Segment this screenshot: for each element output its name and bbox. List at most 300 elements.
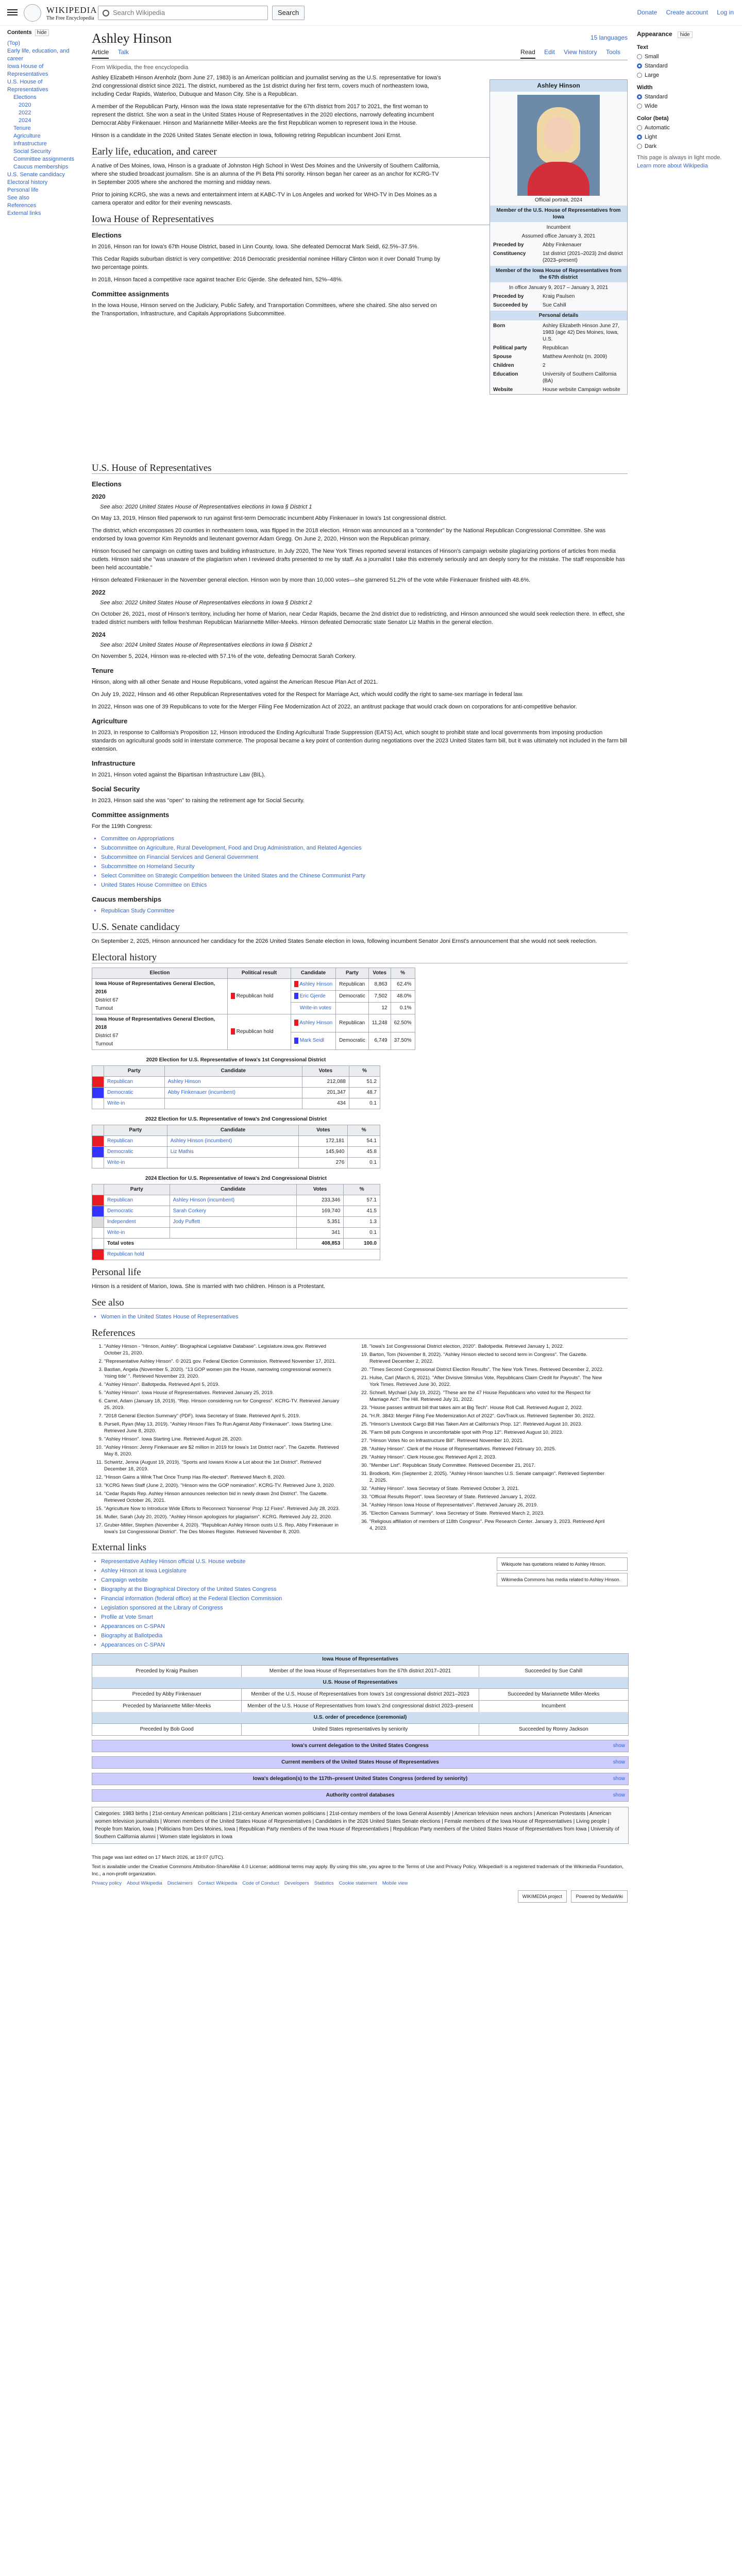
candidate-name[interactable]: Eric Gjerde (299, 993, 326, 999)
commons-box[interactable]: Wikimedia Commons has media related to Ashley Hinson. (497, 1573, 628, 1586)
candidate-name[interactable]: Mark Seidl (299, 1038, 325, 1044)
iowa-committees-para: In the Iowa House, Hinson served on the Judiciary, Public Safety, and Transportation Committees, where she chaired. She also served on the Transportation, Infrastructure, and Capitals Appropriations Subcommittee. (92, 302, 437, 317)
infobox-value: 2 (543, 363, 546, 368)
reference-item: 18. "Iowa's 1st Congressional District election, 2020". Ballotpedia. Retrieved January 1, 2022. (369, 1343, 607, 1350)
license-text: Text is available under the Creative Commons Attribution-ShareAlike 4.0 License; additional terms may apply. By using this site, you agree to the Terms of Use and Privacy Policy. Wikipedia® is a registered trademark of the Wikimedia Foundation, Inc., a non-profit organization. (92, 1864, 623, 1877)
wikimedia-badge[interactable]: WIKIMEDIA project (518, 1890, 567, 1903)
party-name[interactable]: Republican (104, 1195, 170, 1206)
option-label: Small (645, 54, 659, 60)
external-link[interactable]: • Financial information (federal office) at the Federal Election Commission (101, 1595, 628, 1603)
heading-committee-assignments: Committee assignments (92, 811, 170, 819)
radio-icon[interactable] (637, 73, 642, 78)
appearance-option[interactable] (637, 142, 735, 150)
last-edited: This page was last edited on 17 March 2026, at 19:07 (UTC). (92, 1855, 225, 1860)
footer-link[interactable]: About Wikipedia (127, 1880, 162, 1886)
page-tabs (92, 48, 628, 60)
navbox-title[interactable]: Authority control databases (326, 1792, 395, 1798)
table-header: Candidate (167, 1125, 299, 1136)
footer-link[interactable]: Code of Conduct (242, 1880, 279, 1886)
hatnote-2020[interactable]: See also: 2020 United States House of Representatives elections in Iowa § District 1 (100, 504, 312, 510)
infobox-label: Constituency (493, 251, 526, 257)
vote-pct: 0.1% (391, 1003, 415, 1014)
congressional-results-table (92, 1114, 380, 1168)
early-life-para: A native of Des Moines, Iowa, Hinson is a graduate of Johnston High School in West Des Moines and the University of Southern California, where she studied broadcast journalism. She is an alumna of the Pi Beta Phi sorority. Hinson began her career as an anchor for KCRG-TV in September 2005 where she anchored the morning and midday news. (92, 163, 440, 185)
navbox-toggle-button[interactable]: show (613, 1759, 625, 1765)
footer-link[interactable]: Contact Wikipedia (197, 1880, 238, 1886)
reference-item: 1. "Ashley Hinson - "Hinson, Ashley". Biographical Legislative Database". Legislature.iowa.gov. Retrieved October 21, 2020. (104, 1343, 342, 1357)
toc-item[interactable]: Early life, education, and career (7, 48, 70, 62)
reference-item: 19. Barton, Tom (November 8, 2022). "Ashley Hinson elected to second term in Congress". The Gazette. Retrieved December 2, 2022. (369, 1351, 607, 1365)
reference-item: 7. "2018 General Election Summary" (PDF). Iowa Secretary of State. Retrieved April 5, 2019. (104, 1413, 342, 1419)
reference-item: 13. "KCRG News Staff (June 2, 2020). "Hinson wins the GOP nomination". KCRG-TV. Retrieved June 3, 2020. (104, 1482, 342, 1489)
toc-item[interactable]: Committee assignments (13, 156, 74, 162)
puzzle-globe-icon (24, 4, 41, 22)
candidate-name[interactable] (164, 1098, 302, 1109)
table-header: % (391, 968, 415, 979)
footer-link[interactable]: Statistics (314, 1880, 334, 1886)
reference-item: 12. "Hinson Gains a Wink That Once Trump Has Re-elected". Retrieved March 8, 2020. (104, 1474, 342, 1481)
radio-icon[interactable] (637, 134, 642, 140)
toc-item[interactable]: Electoral history (7, 179, 48, 185)
search-input[interactable]: Search Wikipedia (98, 6, 268, 20)
vote-count: 434 (302, 1098, 349, 1109)
heading-2020: 2020 (92, 493, 106, 500)
tab-read[interactable]: Read (520, 48, 535, 59)
reference-item: 20. "Times Second Congressional District Election Results". The New York Times. Retrieved December 2, 2022. (369, 1366, 607, 1373)
table-header: Candidate (170, 1184, 296, 1195)
search-icon (103, 10, 109, 16)
party-name: Republican (336, 1014, 369, 1032)
appearance-option[interactable] (637, 53, 735, 61)
mediawiki-badge[interactable]: Powered by MediaWiki (571, 1890, 628, 1903)
reference-item: 9. "Ashley Hinson". Iowa Starting Line. Retrieved August 28, 2020. (104, 1436, 342, 1443)
reference-item: 35. "Election Canvass Summary". Iowa Secretary of State. Retrieved March 2, 2023. (369, 1510, 607, 1517)
vote-count: 145,940 (299, 1147, 348, 1158)
party-name[interactable]: Republican (104, 1136, 167, 1147)
heading-iowa-house: Iowa House of Representatives (92, 215, 628, 225)
infobox-label: Spouse (493, 354, 512, 360)
heading-2024: 2024 (92, 631, 106, 638)
infobox-label: Preceded by (493, 242, 524, 248)
navbox-toggle-button[interactable]: show (613, 1792, 625, 1798)
table-header: Party (104, 1066, 165, 1077)
tenure-para: On July 19, 2022, Hinson and 46 other Republican Representatives voted for the Respect for Marriage Act, which would codify the right to same-sex marriage in federal law. (92, 691, 524, 698)
option-label: Large (645, 72, 660, 78)
infobox-row (490, 385, 627, 394)
reference-item: 33. "Official Results Report". Iowa Secretary of State. Retrieved January 1, 2022. (369, 1494, 607, 1500)
toc-item[interactable]: See also (7, 195, 29, 201)
reference-item: 15. "Agriculture Now to Introduce Wide Efforts to Reconnect 'Nonsense' Prop 12 Fixes". Retrieved July 28, 2023. (104, 1505, 342, 1512)
infobox-row (490, 370, 627, 385)
appearance-hide-button[interactable]: hide (678, 31, 693, 38)
vote-count: 169,740 (296, 1206, 343, 1217)
navbox-title[interactable]: Iowa's current delegation to the United States Congress (292, 1743, 429, 1749)
election-name[interactable]: Iowa House of Representatives General Election, 2016 (95, 981, 215, 995)
vote-pct: 57.1 (344, 1195, 380, 1206)
table-header: Party (104, 1125, 167, 1136)
total-pct: 100.0 (344, 1239, 380, 1249)
vote-pct: 45.8 (348, 1147, 380, 1158)
party-name[interactable]: Democratic (104, 1206, 170, 1217)
table-row (92, 1077, 380, 1088)
appearance-group-title: Width (637, 84, 653, 91)
external-link[interactable]: • Appearances on C-SPAN (101, 1622, 628, 1631)
external-link[interactable]: • Ashley Hinson at Iowa Legislature (101, 1567, 628, 1575)
congressional-results-table (92, 1055, 380, 1109)
hatnote-2022[interactable]: See also: 2022 United States House of Representatives elections in Iowa § District 2 (100, 600, 312, 606)
option-label: Standard (645, 94, 668, 100)
toc-item[interactable]: Agriculture (13, 133, 41, 139)
toc-item[interactable]: U.S. Senate candidacy (7, 172, 65, 178)
succession-succeeded: Succeeded by Ronny Jackson (519, 1726, 588, 1732)
infobox-office-iowa-house: Member of the Iowa House of Representatives from the 67th district (490, 266, 627, 282)
party-name[interactable]: Write-in (104, 1098, 165, 1109)
reference-item: 2. "Representative Ashley Hinson". © 2021 gov. Federal Election Commission. Retrieved November 17, 2021. (104, 1358, 342, 1365)
reference-item: 24. "H.R. 3843: Merger Filing Fee Modernization Act of 2022". GovTrack.us. Retrieved September 30, 2022. (369, 1413, 607, 1419)
heading-external-links: External links (92, 1544, 628, 1553)
vote-count: 5,351 (296, 1217, 343, 1228)
lead-para-3: Hinson is a candidate in the 2026 United States Senate election in Iowa, following retiring Republican incumbent Joni Ernst. (92, 132, 402, 139)
main-menu-icon[interactable] (7, 8, 18, 17)
candidate-name[interactable]: Jody Puffett (170, 1217, 296, 1228)
table-row (92, 1014, 415, 1032)
vote-pct: 62.50% (391, 1014, 415, 1032)
tenure-para: Hinson, along with all other Senate and House Republicans, voted against the American Rescue Plan Act of 2021. (92, 679, 378, 685)
toc-item[interactable]: Social Security (13, 148, 51, 155)
create-account-link[interactable]: Create account (666, 9, 708, 16)
early-life-para: Prior to joining KCRG, she was a news and entertainment intern at KABC-TV in Los Angeles and worked for WHO-TV in Des Moines as a camera operator and editor for their evening newscasts. (92, 192, 437, 206)
total-label: Total votes (104, 1239, 297, 1249)
infobox-label: Political party (493, 345, 527, 351)
reference-item: 22. Schnell, Mychael (July 19, 2022). "These are the 47 House Republicans who voted for the Respect for Marriage Act". The Hill. Retrieved July 31, 2022. (369, 1389, 607, 1403)
personal-para: Hinson is a resident of Marion, Iowa. She is married with two children. Hinson is a Protestant. (92, 1283, 326, 1290)
wikiquote-box[interactable]: Wikiquote has quotations related to Ashley Hinson. (497, 1557, 628, 1571)
radio-icon[interactable] (637, 94, 642, 99)
heading-infrastructure: Infrastructure (92, 759, 136, 767)
infobox-row (490, 249, 627, 265)
vote-pct: 48.0% (391, 991, 415, 1003)
navbox-title[interactable]: Iowa's delegation(s) to the 117th–present United States Congress (ordered by seniority) (252, 1776, 468, 1782)
infobox-value: Kraig Paulsen (543, 294, 575, 299)
table-header: Votes (296, 1184, 343, 1195)
radio-icon[interactable] (637, 144, 642, 149)
infobox-value: University of Southern California (BA) (543, 371, 617, 384)
vote-pct: 1.3 (344, 1217, 380, 1228)
infobox-row (490, 301, 627, 310)
para-2020: Hinson focused her campaign on cutting taxes and building infrastructure. In July 2020, The New York Times reported several instances of Hinson's campaign website plagiarizing portions of articles from media outlets. Hinson said she "was unaware of the plagiarism when I reviewed drafts presented to me by staff. As a journalist I take this extremely seriously and am deeply sorry for the mistake. The staff responsible has been held accountable." (92, 548, 625, 571)
infobox-label: Website (493, 387, 513, 393)
reference-item: 28. "Ashley Hinson". Clerk of the House of Representatives. Retrieved February 10, 2025. (369, 1446, 607, 1452)
toc-item[interactable]: 2022 (19, 110, 31, 116)
committee-item[interactable]: • Committee on Appropriations (101, 835, 628, 843)
candidate-name[interactable]: Liz Mathis (167, 1147, 299, 1158)
toc-item[interactable]: References (7, 202, 37, 209)
party-name[interactable]: Republican (104, 1077, 165, 1088)
toc-item[interactable]: Iowa House of Representatives (7, 63, 48, 77)
table-header: % (348, 1125, 380, 1136)
reference-item: 23. "House passes antitrust bill that takes aim at Big Tech". House Roll Call. Retrieved August 2, 2022. (369, 1404, 607, 1411)
toc-item[interactable]: Infrastructure (13, 141, 47, 147)
congressional-results-table (92, 1174, 380, 1260)
toc-item[interactable]: Tenure (13, 125, 31, 131)
heading-references: References (92, 1329, 628, 1339)
infobox-row (490, 292, 627, 301)
vote-count: 233,346 (296, 1195, 343, 1206)
footer-link[interactable]: Developers (284, 1880, 309, 1886)
tab-view-history[interactable]: View history (564, 48, 597, 56)
succession-succeeded: Succeeded by Sue Cahill (525, 1668, 583, 1674)
portrait-image[interactable] (517, 95, 600, 196)
party-name: Democratic (336, 991, 369, 1003)
para-2020: Hinson defeated Finkenauer in the November general election. Hinson won by more than 10,000 votes—she garnered 51.2% of the vote while Finkenauer finished with 48.6%. (92, 577, 531, 583)
table-row (92, 1088, 380, 1098)
party-name[interactable]: Write-in (104, 1158, 167, 1168)
heading-iowa-committees: Committee assignments (92, 290, 170, 298)
party-name[interactable]: Write-in (104, 1228, 170, 1239)
external-link[interactable]: • Representative Ashley Hinson official U.S. House website (101, 1557, 628, 1566)
navbox (92, 1789, 629, 1802)
succession-preceded: Preceded by Abby Finkenauer (132, 1691, 201, 1697)
table-header: Election (92, 968, 228, 979)
hold-label[interactable]: Republican hold (104, 1249, 380, 1260)
external-link[interactable]: • Biography at Ballotpedia (101, 1632, 628, 1640)
vote-count: 8,863 (368, 979, 391, 991)
reference-item: 31. Brodkorb, Kim (September 2, 2025). "Ashley Hinson launches U.S. Senate campaign". Retrieved September 2, 2025. (369, 1470, 607, 1484)
reference-item: 30. "Member List". Republican Study Committee. Retrieved December 21, 2017. (369, 1462, 607, 1469)
footer-link[interactable]: Privacy policy (92, 1880, 122, 1886)
reference-item: 32. "Ashley Hinson". Iowa Secretary of State. Retrieved October 3, 2021. (369, 1485, 607, 1492)
political-result: Republican hold (236, 993, 274, 999)
toc-item[interactable]: 2024 (19, 117, 31, 124)
table-row (92, 1147, 380, 1158)
succession-preceded: Preceded by Mariannette Miller-Meeks (123, 1703, 211, 1709)
reference-item: 6. Carrel, Adam (January 18, 2019). "Rep. Hinson considering run for Congress". KCRG-TV. Retrieved January 25, 2019. (104, 1398, 342, 1411)
iowa-house-para: This Cedar Rapids suburban district is very competitive: 2016 Democratic presidential nominee Hillary Clinton won it over Donald Trump by two percentage points. (92, 256, 441, 270)
toc-item[interactable]: Elections (13, 94, 37, 100)
infobox (490, 79, 628, 395)
appearance-option[interactable] (637, 62, 735, 70)
toc-item[interactable]: Personal life (7, 187, 39, 193)
external-link[interactable]: • Campaign website (101, 1576, 628, 1584)
candidate-name[interactable] (167, 1158, 299, 1168)
reference-item: 14. "Cedar Rapids Rep. Ashley Hinson announces reelection bid in newly drawn 2nd District". The Gazette. Retrieved October 26, 2021. (104, 1490, 342, 1504)
table-header: Party (104, 1184, 170, 1195)
committee-item[interactable]: • Subcommittee on Financial Services and General Government (101, 853, 628, 861)
footer-link[interactable]: Cookie statement (339, 1880, 377, 1886)
toc-item[interactable]: (Top) (7, 40, 21, 46)
committee-list (92, 835, 628, 889)
heading-electoral-history: Electoral history (92, 954, 628, 963)
infobox-label: Succeeded by (493, 302, 528, 308)
language-button[interactable]: 15 languages (590, 34, 628, 41)
party-name (336, 1003, 369, 1014)
party-name[interactable]: Democratic (104, 1088, 165, 1098)
infobox-label: Born (493, 323, 505, 329)
table-header: Votes (302, 1066, 349, 1077)
agriculture-para: In 2023, in response to California's Proposition 12, Hinson introduced the Ending Agricultural Trade Suppression (EATS) Act, which sought to prohibit state and local governments from imposing production standards on agricultural goods sold in interstate commerce. The proposal became a key point of contention during negotiations over the 2023 United States farm bill, but it was ultimately not included in the farm bill extension. (92, 730, 627, 752)
vote-pct: 62.4% (391, 979, 415, 991)
para-2020: On May 13, 2019, Hinson filed paperwork to run against first-term Democratic incumbent Abby Finkenauer in Iowa's 1st congressional district. (92, 515, 447, 521)
infobox-value: Republican (543, 345, 569, 351)
infobox-row (490, 321, 627, 344)
hatnote-2024[interactable]: See also: 2024 United States House of Representatives elections in Iowa § District 2 (100, 642, 312, 648)
toc-hide-button[interactable]: hide (35, 29, 49, 36)
option-label: Automatic (645, 125, 670, 131)
district-label: District 67 (95, 997, 119, 1003)
vote-count: 6,749 (368, 1032, 391, 1050)
reference-item: 8. Pursell, Ryan (May 13, 2019). "Ashley Hinson Files To Run Against Abby Finkenauer". Iowa Starting Line. Retrieved June 8, 2020. (104, 1421, 342, 1434)
tab-edit[interactable]: Edit (544, 48, 555, 56)
appearance-note: This page is always in light mode. (637, 155, 722, 161)
infobox-row (490, 352, 627, 361)
footer (92, 1854, 628, 1903)
heading-caucus: Caucus memberships (92, 895, 162, 903)
tagline: The Free Encyclopedia (46, 15, 94, 21)
candidate-name[interactable]: Ashley Hinson (299, 981, 333, 987)
toc-item[interactable]: 2020 (19, 102, 31, 108)
para-2020: The district, which encompasses 20 counties in northeastern Iowa, was flipped in the 2018 election. Hinson was announced as a "contender" by the National Republican Congressional Committee. She was endorsed by Iowa governor Kim Reynolds and lieutenant governor Adam Gregg. On June 2, 2020, Hinson won the Republican primary. (92, 528, 606, 542)
heading-senate: U.S. Senate candidacy (92, 923, 628, 933)
table-header: % (349, 1066, 380, 1077)
candidate-name[interactable]: Ashley Hinson (299, 1020, 333, 1026)
candidate-name[interactable]: Write-in votes (299, 1005, 331, 1011)
succession-preceded: Preceded by Kraig Paulsen (136, 1668, 198, 1674)
senate-para: On September 2, 2025, Hinson announced her candidacy for the 2026 United States Senate election in Iowa, following incumbent Senator Joni Ernst's announcement that she would not seek reelection. (92, 938, 597, 944)
appearance-option[interactable] (637, 124, 735, 132)
vote-count: 172,181 (299, 1136, 348, 1147)
donate-link[interactable]: Donate (637, 9, 657, 16)
tab-talk[interactable]: Talk (117, 48, 129, 56)
login-link[interactable]: Log in (717, 9, 734, 16)
succession-succeeded: Incumbent (541, 1703, 566, 1709)
table-row (92, 1206, 380, 1217)
appearance-option[interactable] (637, 71, 735, 79)
turnout-label: Turnout (95, 1006, 113, 1011)
personal-details-header: Personal details (490, 311, 627, 320)
footer-link[interactable]: Mobile view (382, 1880, 408, 1886)
see-also-item[interactable]: • Women in the United States House of Representatives (101, 1313, 628, 1321)
radio-icon[interactable] (637, 54, 642, 59)
candidate-name[interactable]: Ashley Hinson (164, 1077, 302, 1088)
table-row (92, 1195, 380, 1206)
toc-item[interactable]: U.S. House of Representatives (7, 79, 48, 93)
infobox-value: Ashley Elizabeth Hinson June 27, 1983 (age 42) Des Moines, Iowa, U.S. (543, 323, 619, 342)
appearance-option[interactable] (637, 93, 735, 101)
committee-item[interactable]: • United States House Committee on Ethics (101, 881, 628, 889)
infobox-value: 1st district (2021–2023) 2nd district (2023–present) (543, 251, 623, 263)
table-header: Party (336, 968, 369, 979)
toc-title: Contents hide (7, 29, 85, 37)
learn-more-link[interactable]: Learn more about Wikipedia (637, 163, 708, 169)
heading-us-elections: Elections (92, 480, 122, 488)
table-row (92, 1228, 380, 1239)
navbox-toggle-button[interactable]: show (613, 1743, 625, 1749)
reference-item: 21. Hulse, Carl (March 6, 2021). "After Divisive Stimulus Vote, Republicans Claim Credit for Payouts". The New York Times. Retrieved June 30, 2022. (369, 1375, 607, 1388)
reference-item: 16. Muller, Sarah (July 20, 2020). "Ashley Hinson apologizes for plagiarism". KCRG. Retrieved July 22, 2020. (104, 1514, 342, 1520)
incumbent-label: Incumbent (546, 225, 571, 230)
total-votes: 408,853 (296, 1239, 343, 1249)
search-button[interactable]: Search (272, 6, 305, 20)
party-name: Democratic (336, 1032, 369, 1050)
reference-item: 17. Gruber-Miller, Stephen (November 4, 2020). "Republican Ashley Hinson ousts U.S. Rep. Abby Finkenauer in Iowa's 1st Congressional District". The Des Moines Register. Retrieved November 8, 2020. (104, 1522, 342, 1535)
external-link[interactable]: • Legislation sponsored at the Library of Congress (101, 1604, 628, 1612)
candidate-name[interactable]: Ashley Hinson (incumbent) (170, 1195, 296, 1206)
toc-item[interactable]: External links (7, 210, 41, 216)
political-result: Republican hold (236, 1029, 274, 1035)
lead-para-2: A member of the Republican Party, Hinson was the Iowa state representative for the 67th district from 2017 to 2021, the first woman to represent the district. She won a seat in the United States House of Representatives in the 2020 elections, narrowly defeating incumbent Democrat Abby Finkenauer. Hinson and Mariannette Miller-Meeks are the first Republican women to represent Iowa in the House. (92, 104, 434, 126)
see-also-list (92, 1313, 628, 1321)
heading-personal-life: Personal life (92, 1268, 628, 1278)
candidate-name[interactable]: Abby Finkenauer (incumbent) (164, 1088, 302, 1098)
external-link[interactable]: • Appearances on C-SPAN (101, 1641, 628, 1649)
option-label: Standard (645, 63, 668, 69)
table-row (92, 1098, 380, 1109)
appearance-option[interactable] (637, 102, 735, 110)
candidate-name[interactable] (170, 1228, 296, 1239)
appearance-option[interactable] (637, 133, 735, 141)
top-bar (0, 0, 742, 26)
external-link[interactable]: • Biography at the Biographical Directory of the United States Congress (101, 1585, 628, 1594)
infobox-label: Preceded by (493, 294, 524, 299)
reference-item: 26. "Farm bill puts Congress in uncomfortable spot with Prop 12". Retrieved August 10, 2023. (369, 1429, 607, 1436)
committee-item[interactable]: • Subcommittee on Homeland Security (101, 862, 628, 871)
party-name[interactable]: Independent (104, 1217, 170, 1228)
para-2024: On November 5, 2024, Hinson was re-elected with 57.1% of the vote, defeating Democrat Sarah Corkery. (92, 653, 356, 659)
succession-box (92, 1653, 629, 1736)
table-caption: 2020 Election for U.S. Representative of Iowa's 1st Congressional District (146, 1057, 326, 1063)
table-row (92, 1158, 380, 1168)
caucus-item[interactable]: • Republican Study Committee (101, 907, 628, 915)
radio-icon[interactable] (637, 125, 642, 130)
committee-item[interactable]: • Subcommittee on Agriculture, Rural Development, Food and Drug Administration, and Related Agencies (101, 844, 628, 852)
appearance-group-title: Color (beta) (637, 115, 669, 122)
navbox-title[interactable]: Current members of the United States House of Representatives (281, 1759, 439, 1765)
external-link[interactable]: • Profile at Vote Smart (101, 1613, 628, 1621)
iowa-house-term: In office January 9, 2017 – January 3, 2021 (509, 285, 609, 291)
heading-iowa-elections: Elections (92, 231, 122, 239)
infobox-row (490, 344, 627, 352)
vote-pct: 54.1 (348, 1136, 380, 1147)
wikipedia-logo[interactable] (24, 4, 97, 22)
category-links[interactable]: Categories: 1983 births | 21st-century American politicians | 21st-century American women politicians | 21st-century members of the Iowa General Assembly | American television news anchors | American Protestants | American women television journalists | Women members of the United States House of Representatives | Candidates in the 2026 United States Senate elections | Female members of the Iowa House of Representatives | Living people | People from Marion, Iowa | Politicians from Des Moines, Iowa | Republican Party members of the Iowa House of Representatives | Republican Party members of the United States House of Representatives from Iowa | University of Southern California alumni | Women state legislators in Iowa (92, 1807, 629, 1844)
infrastructure-para: In 2021, Hinson voted against the Bipartisan Infrastructure Law (BIL). (92, 772, 265, 778)
election-name[interactable]: Iowa House of Representatives General Election, 2018 (95, 1016, 215, 1030)
reference-item: 5. "Ashley Hinson". Iowa House of Representatives. Retrieved January 25, 2019. (104, 1389, 342, 1396)
navbox-toggle-button[interactable]: show (613, 1776, 625, 1782)
toc-item[interactable]: Caucus memberships (13, 164, 69, 170)
footer-links (92, 1880, 628, 1887)
tab-tools[interactable]: Tools (605, 48, 620, 56)
succession-office: United States representatives by seniority (241, 1724, 479, 1735)
succession-succeeded: Succeeded by Mariannette Miller-Meeks (508, 1691, 600, 1697)
candidate-name[interactable]: Ashley Hinson (incumbent) (167, 1136, 299, 1147)
committee-item[interactable]: • Select Committee on Strategic Competition between the United States and the Chinese Communist Party (101, 872, 628, 880)
vote-count: 212,088 (302, 1077, 349, 1088)
table-caption: 2024 Election for U.S. Representative of Iowa's 2nd Congressional District (145, 1176, 327, 1181)
radio-icon[interactable] (637, 63, 642, 69)
succession-office: Member of the Iowa House of Representatives from the 67th district 2017–2021 (241, 1666, 479, 1677)
party-name[interactable]: Democratic (104, 1147, 167, 1158)
tab-article[interactable]: Article (92, 48, 109, 59)
portrait-caption: Official portrait, 2024 (534, 197, 583, 203)
navbox (92, 1773, 629, 1785)
option-label: Light (645, 134, 657, 140)
radio-icon[interactable] (637, 104, 642, 109)
vote-pct: 37.50% (391, 1032, 415, 1050)
footer-link[interactable]: Disclaimers (167, 1880, 193, 1886)
succession-office: Member of the U.S. House of Representatives from Iowa's 1st congressional district 2021–2023 (241, 1689, 479, 1700)
candidate-name[interactable]: Sarah Corkery (170, 1206, 296, 1217)
